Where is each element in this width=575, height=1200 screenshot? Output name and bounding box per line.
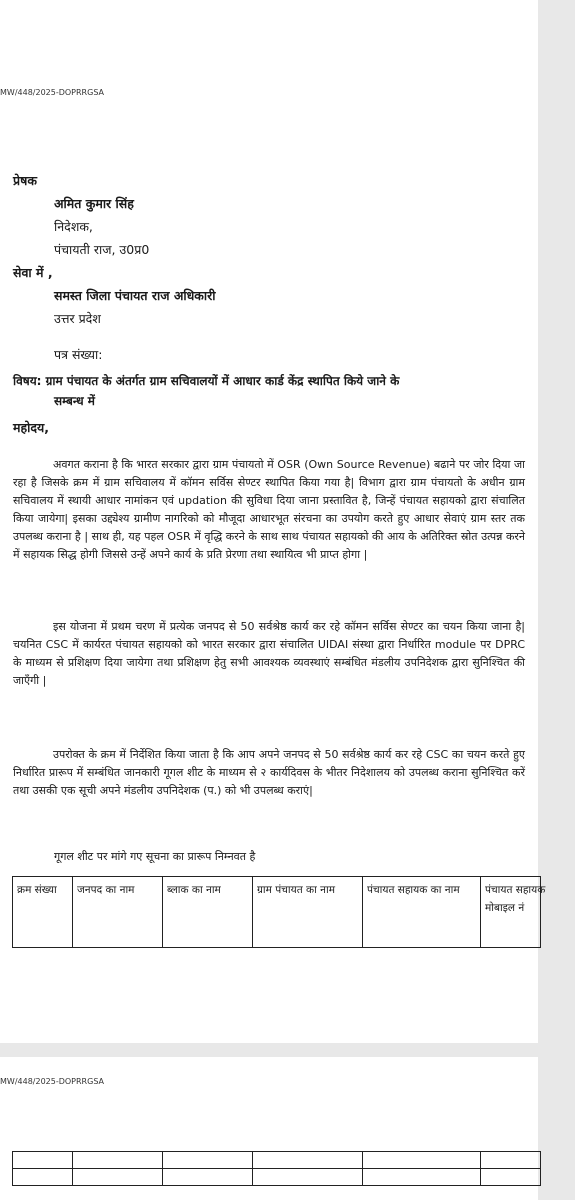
header-assistant-name: पंचायत सहायक का नाम bbox=[363, 877, 481, 948]
paragraph-3: उपरोक्त के क्रम में निर्देशित किया जाता है कि आप अपने जनपद से 50 सर्वश्रेष्ठ कार्य कर रहे CSC का चयन करते हुए निर्धारित प्रारूप में सम्बंधित जानकारी गूगल शीट के माध्यम से २ कार्यदिवस के भीतर निदेशालय को उपलब्ध कराना सुनिश्चित करें तथा उसकी एक सूची अपने मंडलीय उपनिदेशक (प.) को भी उपलब्ध कराएं| bbox=[13, 748, 525, 797]
reference-number-page-2: MW/448/2025-DOPRRGSA bbox=[0, 1077, 105, 1086]
table-cell bbox=[481, 1169, 541, 1186]
sender-name: अमित कुमार सिंह bbox=[54, 196, 134, 211]
recipient-name: समस्त जिला पंचायत राज अधिकारी bbox=[54, 288, 216, 303]
format-table bbox=[12, 876, 546, 948]
letter-page-2 bbox=[0, 1057, 538, 1200]
subject-line-2: सम्बन्ध में bbox=[54, 394, 95, 408]
paragraph-1: अवगत कराना है कि भारत सरकार द्वारा ग्राम पंचायतो में OSR (Own Source Revenue) बढाने पर जोर दिया जा रहा है जिसके क्रम में ग्राम सचिवालय में कॉमन सर्विस सेण्टर स्थापित किया गया है| विभाग द्वारा ग्राम पंचायतो के अधीन ग्राम सचिवालय में स्थायी आधार नामांकन एवं updation की सुविधा दिया जाना प्रस्तावित है, जिन्हें पंचायत सहायको द्वारा संचालित किया जायेगा| इसका उद्द्येश्य ग्रामीण नागरिको को मौजूदा आधारभूत संरचना का उपयोग करते हुए आधार सेवाएं ग्राम स्तर तक उपलब्ध कराना है | साथ ही, यह पहल OSR में वृद्धि करने के साथ साथ पंचायत सहायको की आय के अतिरिक्त स्रोत उत्पन्न करने में सहायक सिद्ध होगी जिससे उन्हें अपने कार्य के प्रति प्रेरणा तथा स्थायित्व भी प्राप्त होगा | bbox=[13, 458, 525, 561]
recipient-state: उत्तर प्रदेश bbox=[54, 311, 101, 326]
table-cell bbox=[363, 1169, 481, 1186]
header-gram-panchayat-name: ग्राम पंचायत का नाम bbox=[253, 877, 363, 948]
table-cell bbox=[253, 1152, 363, 1169]
header-assistant-mobile bbox=[481, 877, 546, 948]
header-assistant-mobile-text: पंचायत सहायक मोबाइल नं bbox=[485, 884, 546, 914]
salutation: महोदय, bbox=[13, 420, 49, 435]
table-cell bbox=[163, 1152, 253, 1169]
table-cell bbox=[13, 1152, 73, 1169]
format-intro: गूगल शीट पर मांगे गए सूचना का प्रारूप निम्नवत है bbox=[54, 850, 256, 863]
table-cell bbox=[253, 1169, 363, 1186]
header-district-name: जनपद का नाम bbox=[73, 877, 163, 948]
recipient-heading: सेवा में , bbox=[13, 265, 53, 280]
format-table-continued bbox=[12, 1151, 541, 1186]
table-cell bbox=[73, 1169, 163, 1186]
table-cell bbox=[13, 1169, 73, 1186]
table-header-row bbox=[13, 877, 541, 948]
table-cell bbox=[363, 1152, 481, 1169]
paragraph-2: इस योजना में प्रथम चरण में प्रत्येक जनपद से 50 सर्वश्रेष्ठ कार्य कर रहे कॉमन सर्विस सेण्टर का चयन किया जाना है| चयनित CSC में कार्यरत पंचायत सहायको को भारत सरकार द्वारा संचालित UIDAI संस्था द्वारा निर्धारित module पर DPRC के माध्यम से प्रशिक्षण दिया जायेगा तथा प्रशिक्षण हेतु सभी आवश्यक व्यवस्थाएं सम्बंधित मंडलीय उपनिदेशक द्वारा सुनिश्चित की जाएँगी | bbox=[13, 620, 525, 687]
header-serial-number: क्रम संख्या bbox=[13, 877, 73, 948]
sender-office: पंचायती राज, उ0प्र0 bbox=[54, 242, 150, 257]
table-row bbox=[13, 1169, 541, 1186]
table-cell bbox=[73, 1152, 163, 1169]
header-block-name: ब्लाक का नाम bbox=[163, 877, 253, 948]
table-cell bbox=[163, 1169, 253, 1186]
sender-heading: प्रेषक bbox=[13, 173, 37, 188]
letter-number-label: पत्र संख्या: bbox=[54, 347, 103, 362]
subject-line-1: विषय: ग्राम पंचायत के अंतर्गत ग्राम सचिवालयों में आधार कार्ड केंद्र स्थापित किये जाने के bbox=[13, 374, 400, 388]
table-cell bbox=[481, 1152, 541, 1169]
sender-designation: निदेशक, bbox=[54, 219, 93, 234]
reference-number: MW/448/2025-DOPRRGSA bbox=[0, 88, 105, 97]
table-row bbox=[13, 1152, 541, 1169]
